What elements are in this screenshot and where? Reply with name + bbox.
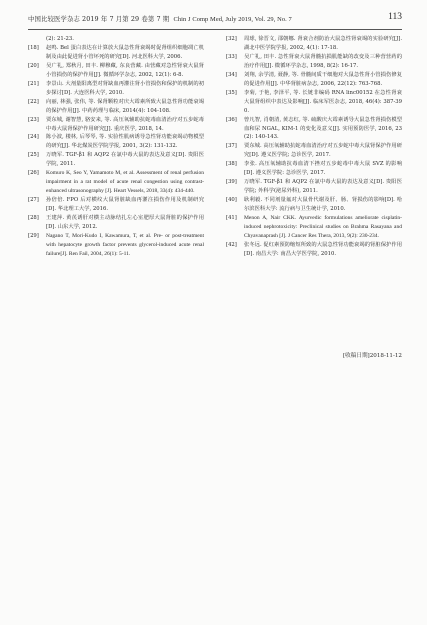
reference-number: [35] xyxy=(226,89,237,96)
reference-item xyxy=(226,116,402,143)
reference-item xyxy=(28,35,204,44)
reference-text: 吴广礼, 田丰. 急性肾衰大鼠肾髓抗损肌能缺的改变及三种营营药的治疗作用[J]. 微循环学杂志, 1998, 8(2): 16-17. xyxy=(244,53,402,69)
reference-text: 万晓军. TGF-β1 和 AQP2 在氯中毒大鼠的表达及意义[D]. 贵阳医学院; 外科学(泌尿外科), 2011. xyxy=(244,179,402,195)
reference-number: [29] xyxy=(28,232,39,239)
reference-item xyxy=(28,62,204,80)
page-header xyxy=(28,12,402,30)
reference-number: [25] xyxy=(28,152,39,159)
reference-number: [32] xyxy=(226,36,237,42)
reference-number: [21] xyxy=(28,80,39,87)
reference-item xyxy=(226,89,402,116)
journal-title-en: Chin J Comp Med, July 2019, Vol. 29, No. 7 xyxy=(173,16,292,23)
reference-number: [27] xyxy=(28,197,39,204)
reference-text: 吴广礼, 郑秋月, 田丰. 柳穆藏, 东良营藏. 由营藏对急性肾衰大鼠肾小管损伤的保护作用[J]. 微循环学杂志, 2002, 12(1): 6-8. xyxy=(46,62,204,78)
reference-text: 王建萍. 黄芪诱肝对横主动脉结扎左心室肥厚大鼠肾脏的保护作用[D]. 山东大学, 2012. xyxy=(46,215,204,231)
reference-text: 赵鸣. Bel 蛋白表达在计算放大鼠急性肾衰竭时促肾组织细胞凋亡机制及由此促进肾小管坏死的研究[D]. 河北医科大学, 2006. xyxy=(46,44,204,60)
reference-item xyxy=(226,178,402,196)
reference-item xyxy=(28,116,204,134)
reference-item xyxy=(28,98,204,116)
page-number: 113 xyxy=(388,12,402,22)
reference-number: [20] xyxy=(28,62,39,69)
reference-text: 贾东城, 谢智慧, 骆安来, 等. 高压氧辅助抗蛇毒血清治疗对五步蛇毒中毒大鼠肾保护作用研究[J]. 重庆医学, 2018, 14. xyxy=(46,116,204,132)
reference-text: 孙倍倍. FPO 后对横纹大鼠肾脏缺血再灌注损伤作用及机制研究[D]. 华北理工大学, 2016. xyxy=(46,197,204,213)
reference-text: 李景山. 大剂量阳离型对肾缺血再灌注肾小管损伤和保护的机制的初步探讨[D]. 大连医科大学, 2010. xyxy=(46,80,204,96)
reference-number: [24] xyxy=(28,134,39,141)
reference-text: 周球, 徐晋文, 邵朝娜. 肾衰合剂防治大鼠急性肾衰竭的实验研究[J]. 湖北中医学院学报, 2002, 4(1): 17-18. xyxy=(244,36,402,51)
reference-number: [38] xyxy=(226,161,237,168)
reference-number: [36] xyxy=(226,116,237,123)
reference-item xyxy=(226,160,402,178)
reference-item xyxy=(28,196,204,214)
reference-number: [28] xyxy=(28,215,39,222)
reference-item xyxy=(28,133,204,151)
reference-text: 陈小波, 楼林, 后琴琴, 等. 实验性肌病诱导急性肾功能衰竭动物模型的研究[J]. 华北煤炭医学院学报, 2001, 3(2): 131-132. xyxy=(46,134,204,150)
reference-item xyxy=(226,241,402,259)
reference-text: (2): 21-23. xyxy=(46,36,74,42)
reference-number: [39] xyxy=(226,179,237,186)
reference-text: 李张. 高压氧辅助抗毒血清下挫对五步蛇毒中毒大鼠 SVZ 的影响[D]. 遵义医学院: 急诊医学, 2017. xyxy=(244,161,402,177)
reference-number: [23] xyxy=(28,116,39,123)
reference-item xyxy=(28,232,204,259)
reference-item xyxy=(226,35,402,53)
reference-item xyxy=(226,214,402,241)
journal-header xyxy=(28,14,292,23)
reference-item xyxy=(28,44,204,62)
reference-text: 万晓军. TGF-β1 和 AQP2 在氯中毒大鼠的表达及意义[D]. 贵阳医学院, 2011. xyxy=(46,152,204,168)
reference-text: 李菊, 于艳, 李泽平, 等. 长链非编码 RNA linc00152 在急性肾衰大鼠肾组织中表达及影响[J]. 临床军医杂志, 2018, 46(4): 387-390. xyxy=(244,89,402,114)
reference-number: [33] xyxy=(226,53,237,60)
reference-number: [42] xyxy=(226,241,237,248)
reference-number: [22] xyxy=(28,98,39,105)
journal-title-cn: 中国比较医学杂志 2019 年 7 月第 29 卷第 7 期 xyxy=(28,15,170,23)
reference-item xyxy=(28,151,204,169)
reference-item xyxy=(226,53,402,71)
reference-number: [40] xyxy=(226,197,237,204)
received-date: [收稿日期]2018-11-12 xyxy=(343,353,402,359)
reference-number: [34] xyxy=(226,71,237,78)
reference-text: 向丽, 林强, 张伟, 等. 保肾颗粒对庆大霉素所致大鼠急性肾功能衰竭的保护作用[J]. 中药药理与临床, 2014(4): 104-108. xyxy=(46,98,204,114)
reference-item xyxy=(226,71,402,89)
reference-text: Menon A, Nair CKK. Ayurvedic formulations ameliorate cisplatin-induced nephrotoxicity: Preclinical studies on Brahma Rasayana and Chyavanaprash [J]. J Cancer Res Thera, 2013, 9(2): 230-234. xyxy=(244,215,402,239)
reference-number: [26] xyxy=(28,170,39,177)
reference-item xyxy=(226,142,402,160)
reference-number: [37] xyxy=(226,143,237,150)
reference-text: 曾凡智, 肖朝清, 黄志红, 等. 硫酸庆大霉素诱导大鼠急性肾损伤模型血和尿 NGAL, KIM-1 的变化及意义[J]. 实用预防医学, 2016, 23(2): 140-143. xyxy=(244,116,402,141)
reference-text: Nagano T, Mori-Kudo I, Kawamura, T, et al. Pre- or post-treatment with hepatocyte growth factor prevents glycerol-induced acute renal failure[J]. Ren Fail, 2004, 26(1): 5-11. xyxy=(46,232,204,257)
reference-text: 张冬远. 促红素预防缩短所致的大鼠急性肾功能衰竭的肾脏保护作用[D]. 南昌大学: 南昌大学医学院, 2010. xyxy=(244,241,402,257)
reference-item xyxy=(28,169,204,196)
reference-number: [18] xyxy=(28,44,39,51)
left-reference-column xyxy=(28,35,204,259)
reference-text: 贾东城. 高压氧辅助抗蛇毒血清治疗对五步蛇中毒大鼠肾保护作用研究[D]. 遵义医学院; 急诊医学, 2017. xyxy=(244,143,402,159)
right-reference-column xyxy=(226,35,402,259)
reference-item xyxy=(226,196,402,214)
reference-number xyxy=(28,35,46,44)
reference-item xyxy=(28,214,204,232)
reference-item xyxy=(28,80,204,98)
reference-text: 耿利毅. 不同剂量氟对大鼠骨代谢及肝、肠、肾损伤的影响[D]. 哈尔滨医科大学: 流行病与卫生统计学, 2010. xyxy=(244,197,402,213)
reference-number: [41] xyxy=(226,215,237,222)
reference-text: 刘翔, 余学清, 聂静, 等. 骨髓间质干细胞对大鼠急性肾小管损伤修复的促进作用[J]. 中华肾脏病杂志, 2006, 22(12): 763-768. xyxy=(244,71,402,87)
reference-text: Komuro K, Seo Y, Yamamoto M, et al. Assessment of renal perfusion impairment in a rat model of acute renal congestion using contrast-enhanced ultrasonography [J]. Heart Vessels, 2018, 33(4): 434-440. xyxy=(46,170,204,195)
